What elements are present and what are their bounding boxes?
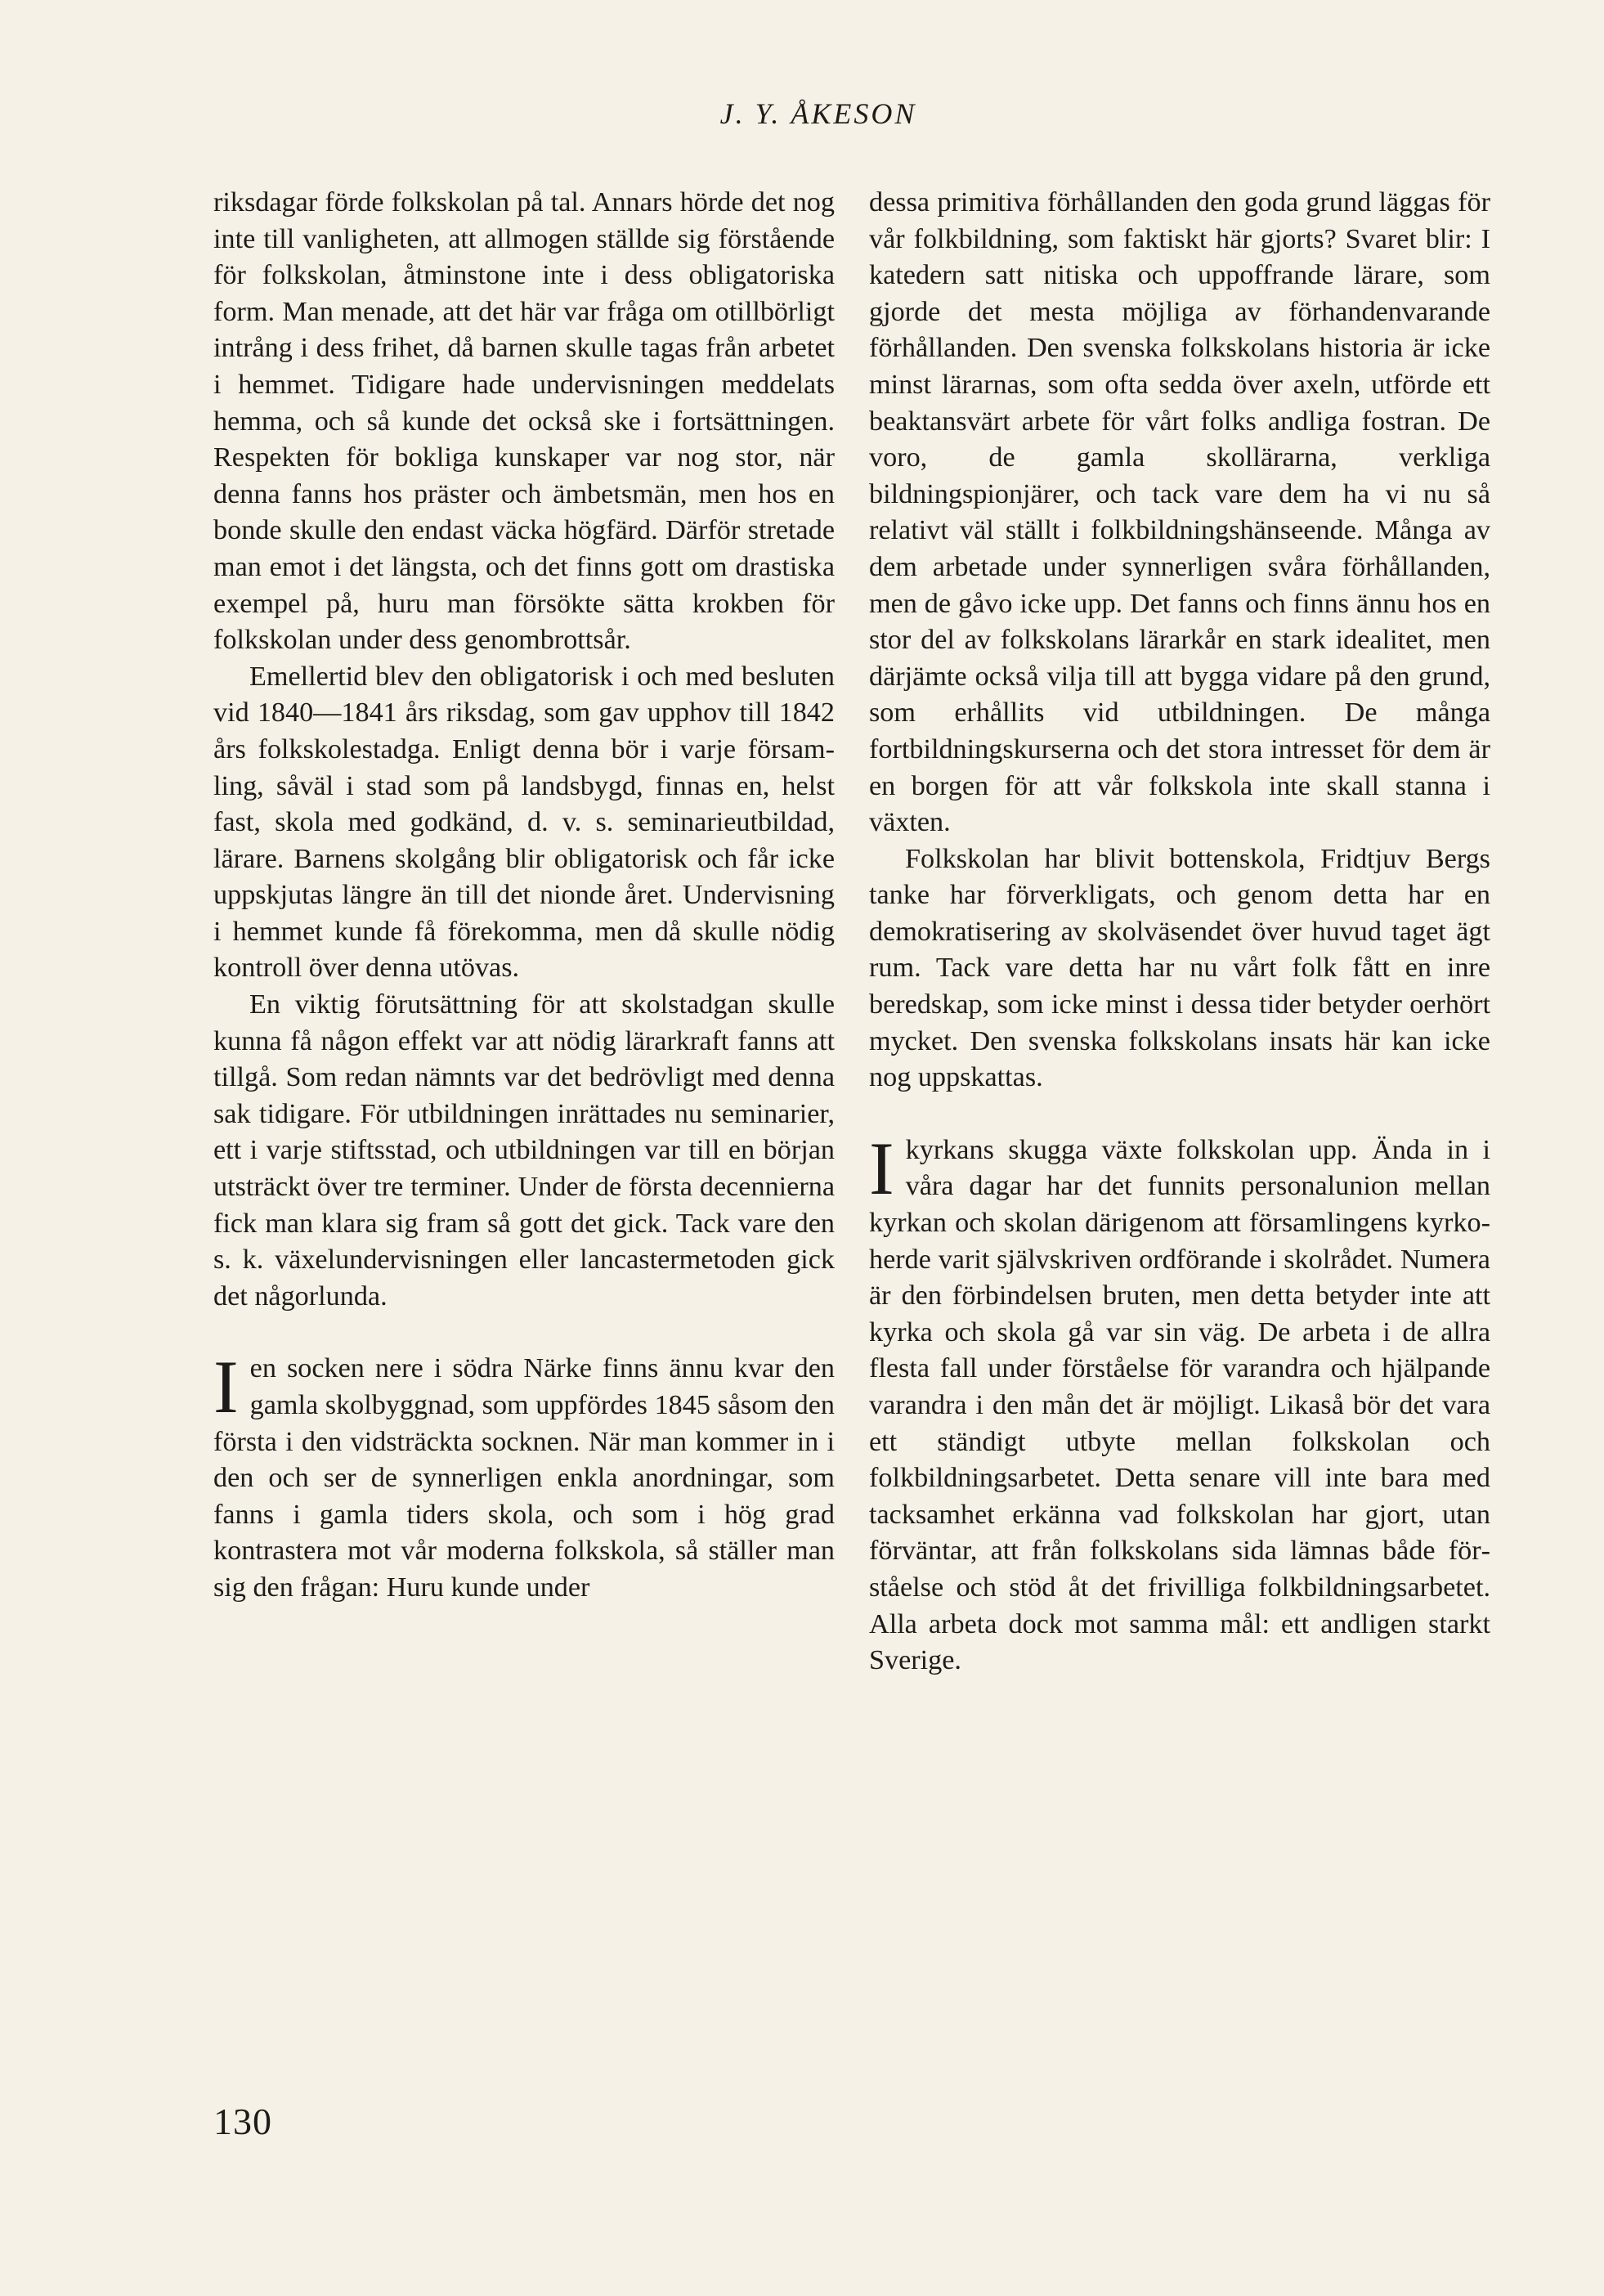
page-number: 130 [213,2101,272,2142]
section-paragraph: Ikyrkans skugga växte folkskolan upp. Ända in i våra dagar har det funnits personalunion mellan kyrkan och skolan därigenom att församlingens kyrkoherde varit självskriven ordförande i skolrådet. Numera är den förbindelsen bruten, men detta betyder inte att kyrka och skola gå var sin väg. De arbeta i de allra flesta fall under förståelse för varandra och hjälpande varandra i den mån det är möjligt. Likaså bör det vara ett ständigt utbyte mellan folkskolan och folkbildningsarbetet. Detta senare vill inte bara med tacksamhet erkänna vad folkskolan har gjort, utan förväntar, att från folkskolans sida lämnas både förståelse och stöd åt det frivilliga folkbildningsarbetet. Alla arbeta dock mot samma mål: ett andligen starkt Sverige. [869,1126,1490,1676]
paragraph: Folkskolan har blivit bottenskola, Fridtjuv Bergs tanke har förverkligats, och genom detta har en demokratisering av skolväsendet över huvud taget ägt rum. Tack vare detta har nu vårt folk fått en inre beredskap, som icke minst i dessa tider betyder oerhört mycket. Den svenska folkskolans insats här kan icke nog uppskattas. [869,843,1490,1093]
running-head: J. Y. ÅKESON [719,97,917,130]
paragraph: dessa primitiva förhållanden den goda grund läggas för vår folkbildning, som faktiskt här gjorts? Svaret blir: I katedern satt nitiska och uppoffrande lärare, som gjorde det mesta möjliga av förhandenvarande förhållanden. Den svenska folkskolans historia är icke minst lärarnas, som ofta sedda över axeln, utförde ett beaktansvärt arbete för vårt folks andliga fostran. De voro, de gamla skollärarna, verkliga bildningspionjärer, och tack vare dem ha vi nu så relativt väl ställt i folkbildningshänseende. Många av dem arbetade under synnerligen svåra förhållanden, men de gåvo icke upp. Det fanns och finns ännu hos en stor del av folkskolans lärarkår en stark idealitet, men därjämte också vilja till att bygga vidare på den grund, som erhållits vid utbildningen. De många fortbildningskurserna och det stora intresset för dem är en borgen för att vår folkskola inte skall stanna i växten. [869,187,1490,838]
right-column [869,185,1490,1679]
paragraph: riksdagar förde folkskolan på tal. Annars hörde det nog inte till vanligheten, att allmogen ställde sig förstående för folkskolan, åtminstone inte i dess obligatoriska form. Man menade, att det här var fråga om otillbörligt intrång i dess frihet, då barnen skulle tagas från arbetet i hemmet. Tidigare hade undervisningen meddelats hemma, och så kunde det också ske i fortsättningen. Respekten för bokliga kunskaper var nog stor, när denna fanns hos präster och ämbetsmän, men hos en bonde skulle den endast väcka högfärd. Därför stretade man emot i det längsta, och det finns gott om drastiska exempel på, huru man försökte sätta krokben för folkskolan under dess genombrottsår. [213,187,835,656]
left-column [213,185,835,1607]
section-paragraph: Ien socken nere i södra Närke finns ännu kvar den gamla skolbyggnad, som uppfördes 1845 såsom den första i den vidsträckta socknen. När man kommer in i den och ser de synnerligen enkla anordningar, som fanns i gamla tiders skola, och som i hög grad kontrastera mot vår moderna folkskola, så ställer man sig den frågan: Huru kunde under [213,1345,835,1603]
paragraph: En viktig förutsättning för att skolstadgan skulle kunna få någon effekt var att nödig lärarkraft fanns att tillgå. Som redan nämnts var det bedrövligt med denna sak tidigare. För utbildningen inrättades nu seminarier, ett i varje stiftsstad, och utbildningen var till en början utsträckt över tre terminer. Under de första decennierna fick man klara sig fram så gott det gick. Tack vare den s. k. växelundervisningen eller lancastermetoden gick det någorlunda. [213,989,835,1312]
paragraph: Emellertid blev den obligatorisk i och med besluten vid 1840—1841 års riksdag, som gav upphov till 1842 års folkskolestadga. Enligt denna bör i varje församling, såväl i stad som på landsbygd, finnas en, helst fast, skola med godkänd, d. v. s. seminarieutbildad, lärare. Barnens skolgång blir obligatorisk och får icke uppskjutas längre än till det nionde året. Undervisning i hemmet kunde få förekomma, men då skulle nödig kontroll över denna utövas. [213,661,835,984]
